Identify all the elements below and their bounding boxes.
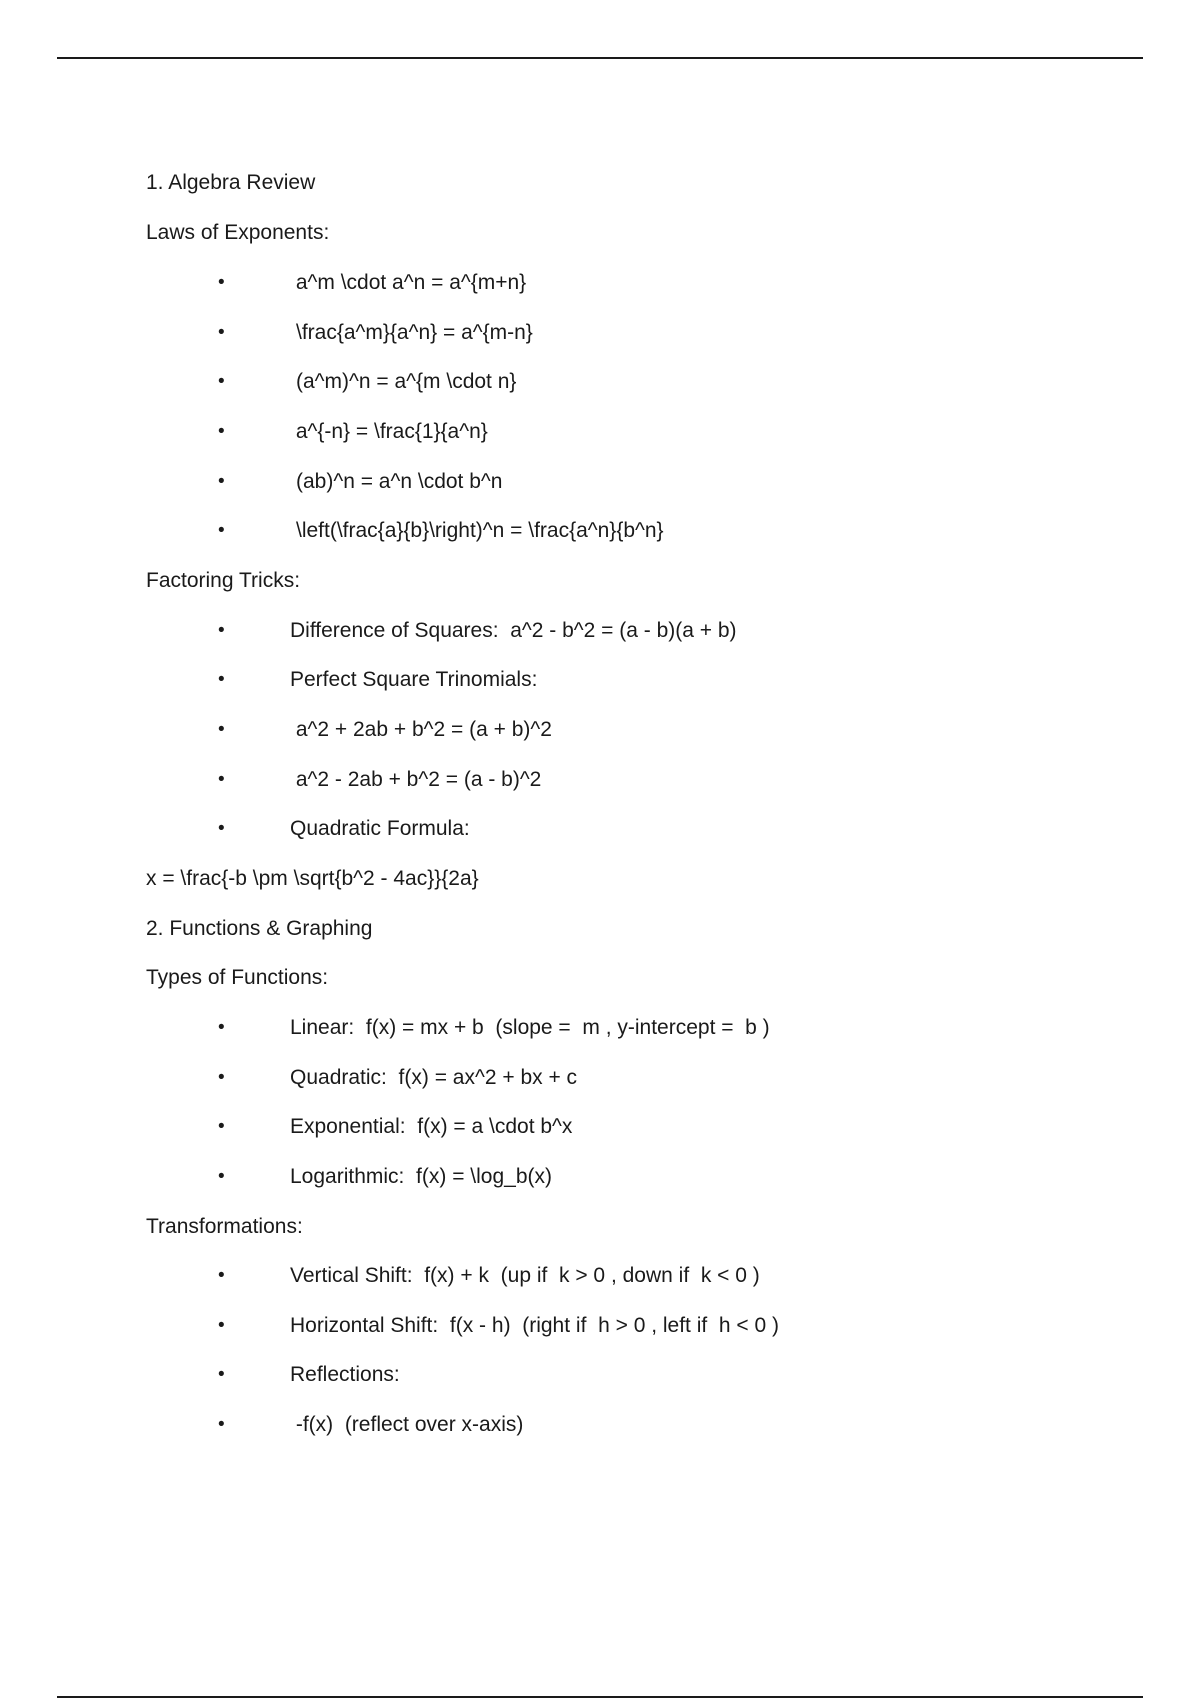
list-item: (a^m)^n = a^{m \cdot n} [296,370,517,393]
bullet-icon: • [218,719,225,740]
list-item: Linear: f(x) = mx + b (slope = m , y-intercept = b ) [290,1016,770,1039]
bullet-icon: • [218,1067,225,1088]
bullet-icon: • [218,322,225,343]
section-heading-algebra: 1. Algebra Review [146,171,316,194]
list-item: Reflections: [290,1363,400,1386]
list-item: \frac{a^m}{a^n} = a^{m-n} [296,321,533,344]
bottom-rule [57,1696,1143,1698]
list-item: a^{-n} = \frac{1}{a^n} [290,420,488,443]
list-item: -f(x) (reflect over x-axis) [290,1413,524,1436]
quadratic-formula-text: x = \frac{-b \pm \sqrt{b^2 - 4ac}}{2a} [146,867,479,890]
bullet-icon: • [218,1017,225,1038]
list-item: Logarithmic: f(x) = \log_b(x) [290,1165,553,1188]
bullet-icon: • [218,520,225,541]
bullet-icon: • [218,1166,225,1187]
section-heading-functions: 2. Functions & Graphing [146,917,373,940]
bullet-icon: • [218,669,225,690]
list-item: Vertical Shift: f(x) + k (up if k > 0 , down if k < 0 ) [290,1264,760,1287]
bullet-icon: • [218,620,225,641]
bullet-icon: • [218,1364,225,1385]
list-item: a^2 - 2ab + b^2 = (a - b)^2 [290,768,542,791]
bullet-icon: • [218,818,225,839]
bullet-icon: • [218,1265,225,1286]
bullet-icon: • [218,1315,225,1336]
laws-of-exponents-label: Laws of Exponents: [146,221,330,244]
bullet-icon: • [218,769,225,790]
list-item: Horizontal Shift: f(x - h) (right if h > 0 , left if h < 0 ) [290,1314,780,1337]
factoring-tricks-label: Factoring Tricks: [146,569,301,592]
types-of-functions-label: Types of Functions: [146,966,329,989]
bullet-icon: • [218,421,225,442]
bullet-icon: • [218,1414,225,1435]
list-item: a^m \cdot a^n = a^{m+n} [290,271,527,294]
bullet-icon: • [218,1116,225,1137]
bullet-icon: • [218,371,225,392]
list-item: \left(\frac{a}{b}\right)^n = \frac{a^n}{b^n} [296,519,664,542]
list-item: (ab)^n = a^n \cdot b^n [296,470,503,493]
bullet-icon: • [218,272,225,293]
list-item: Perfect Square Trinomials: [290,668,538,691]
list-item: Exponential: f(x) = a \cdot b^x [290,1115,573,1138]
list-item: Quadratic: f(x) = ax^2 + bx + c [290,1066,578,1089]
transformations-label: Transformations: [146,1215,303,1238]
list-item: a^2 + 2ab + b^2 = (a + b)^2 [290,718,552,741]
list-item: Difference of Squares: a^2 - b^2 = (a - b)(a + b) [290,619,737,642]
bullet-icon: • [218,471,225,492]
list-item: Quadratic Formula: [290,817,470,840]
